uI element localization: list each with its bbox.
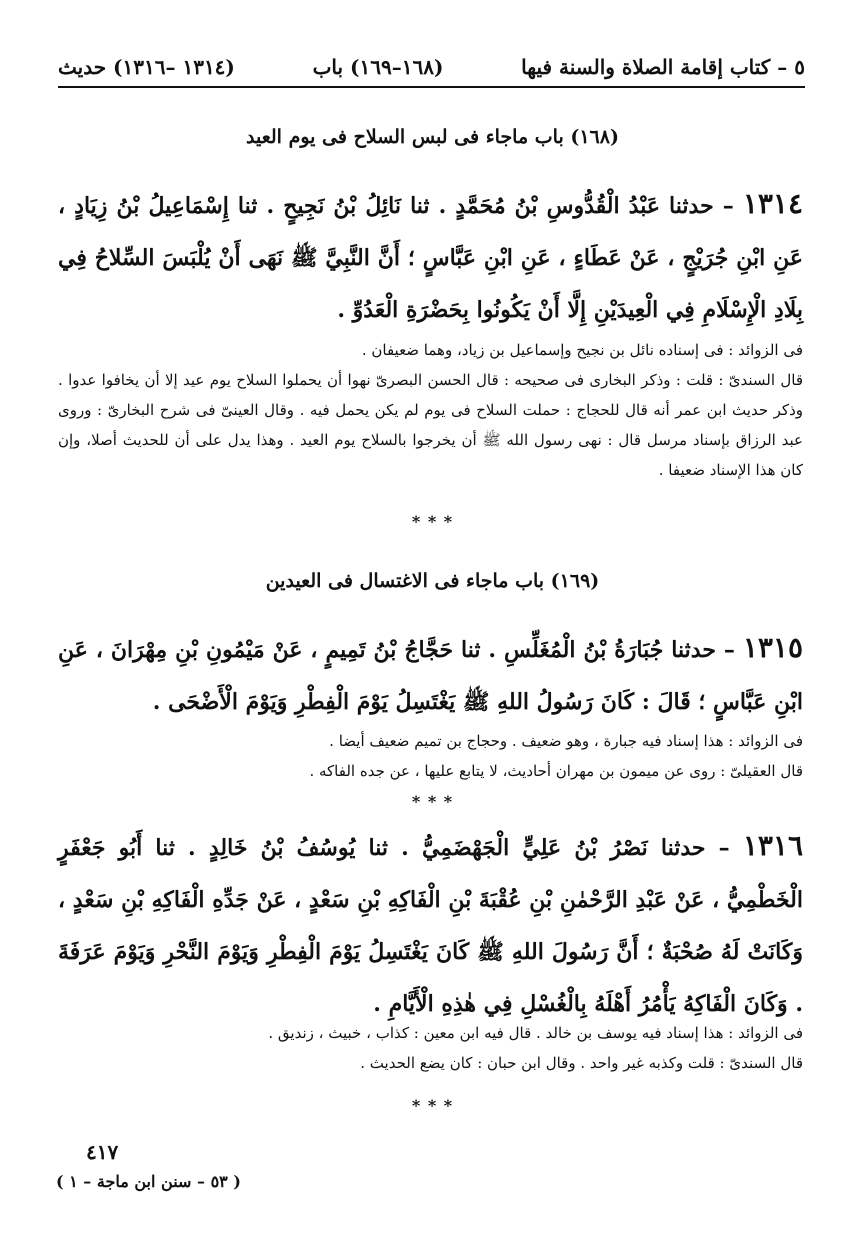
header-hadith-range: (١٣١٤ –١٣١٦) حديث <box>58 55 235 79</box>
section-separator: * * * <box>411 512 454 531</box>
notes-1316 <box>58 1018 803 1078</box>
note-sindi: قال السندىّ : قلت وكذبه غير واحد . وقال ابن حبان : كان يضع الحديث . <box>360 1054 803 1072</box>
page-number: ٤١٧ <box>86 1140 119 1164</box>
hadith-number: ١٣١٥ <box>742 631 803 664</box>
hadith-text: – حدثنا عَبْدُ الْقُدُّوسِ بْنُ مُحَمَّدٍ . ثنا نَائِلُ بْنُ نَجِيحٍ . ثنا إِسْمَاعِيلُ بْنُ زِيَادٍ ، عَنِ ابْنِ جُرَيْجٍ ، عَنْ عَطَاءٍ ، عَنِ ابْنِ عَبَّاسٍ ؛ أَنَّ النَّبِيَّ ﷺ نَهَى أَنْ يُلْبَسَ السِّلاحُ فِي بِلَادِ الْإِسْلَامِ فِي الْعِيدَيْنِ إِلَّا أَنْ يَكُونُوا بِحَضْرَةِ الْعَدُوِّ . <box>58 193 803 323</box>
hadith-1315 <box>58 622 803 728</box>
header-chapter-range: (١٦٨–١٦٩) باب <box>312 55 444 79</box>
notes-1315 <box>58 726 803 786</box>
section-separator: * * * <box>411 792 454 811</box>
note-zawaid: فى الزوائد : فى إسناده نائل بن نجيح وإسماعيل بن زياد، وهما ضعيفان . <box>361 341 803 359</box>
hadith-number: ١٣١٤ <box>742 187 803 220</box>
chapter-heading-169: (١٦٩) باب ماجاء فى الاغتسال فى العيدين <box>265 570 600 592</box>
chapter-heading-168: (١٦٨) باب ماجاء فى لبس السلاح فى يوم العيد <box>246 126 619 148</box>
hadith-text: – حدثنا جُبَارَةُ بْنُ الْمُغَلِّسِ . ثنا حَجَّاجُ بْنُ تَمِيمٍ ، عَنْ مَيْمُونِ بْنِ مِهْرَانَ ، عَنِ ابْنِ عَبَّاسٍ ؛ قَالَ : كَانَ رَسُولُ اللهِ ﷺ يَغْتَسِلُ يَوْمَ الْفِطْرِ وَيَوْمَ الْأَضْحَى . <box>58 637 803 715</box>
notes-1314 <box>58 335 803 485</box>
hadith-1314 <box>58 178 803 336</box>
hadith-1316 <box>58 820 803 1030</box>
header-rule <box>58 86 805 88</box>
signature-mark: ( ٥٣ – سنن ابن ماجة – ١ ) <box>56 1172 241 1191</box>
hadith-text: – حدثنا نَصْرُ بْنُ عَلِيٍّ الْجَهْضَمِيُّ . ثنا يُوسُفُ بْنُ خَالِدٍ . ثنا أَبُو جَعْفَرٍ الْخَطْمِيُّ ، عَنْ عَبْدِ الرَّحْمٰنِ بْنِ عُقْبَةَ بْنِ الْفَاكِهِ بْنِ سَعْدٍ ، عَنْ جَدِّهِ الْفَاكِهِ بْنِ سَعْدٍ ، وَكَانَتْ لَهُ صُحْبَةٌ ؛ أَنَّ رَسُولَ اللهِ ﷺ كَانَ يَغْتَسِلُ يَوْمَ الْفِطْرِ وَيَوْمَ النَّحْرِ وَيَوْمَ عَرَفَةَ . وَكَانَ الْفَاكِهُ يَأْمُرُ أَهْلَهُ بِالْغُسْلِ فِي هٰذِهِ الْأَيَّامِ . <box>58 835 803 1017</box>
note-uqayli: قال العقيلىّ : روى عن ميمون بن مهران أحاديث، لا يتابع عليها ، عن جده الفاكه . <box>309 762 803 780</box>
note-sindi: قال السندىّ : قلت : وذكر البخارى فى صحيحه : قال الحسن البصرىّ نهوا أن يحملوا السلاح يوم عيد إلا أن يخافوا عدوا . وذكر حديث ابن عمر أنه قال للحجاج : حملت السلاح فى يوم لم يكن يحمل فيه . وقال العينىّ فى شرح البخارىّ : وروى عبد الرزاق بإسناد مرسل قال : نهى رسول الله ﷺ أن يخرجوا بالسلاح يوم العيد . وهذا يدل على أن للحديث أصلا، وإن كان هذا الإسناد ضعيفا . <box>58 371 803 479</box>
running-header <box>58 48 805 86</box>
section-separator: * * * <box>411 1096 454 1115</box>
hadith-number: ١٣١٦ <box>742 829 803 862</box>
header-book-title: ٥ – كتاب إقامة الصلاة والسنة فيها <box>521 55 805 79</box>
note-zawaid: فى الزوائد : هذا إسناد فيه يوسف بن خالد . قال فيه ابن معين : كذاب ، خبيث ، زنديق . <box>268 1024 803 1042</box>
note-zawaid: فى الزوائد : هذا إسناد فيه جبارة ، وهو ضعيف . وحجاج بن تميم ضعيف أيضا . <box>329 732 803 750</box>
